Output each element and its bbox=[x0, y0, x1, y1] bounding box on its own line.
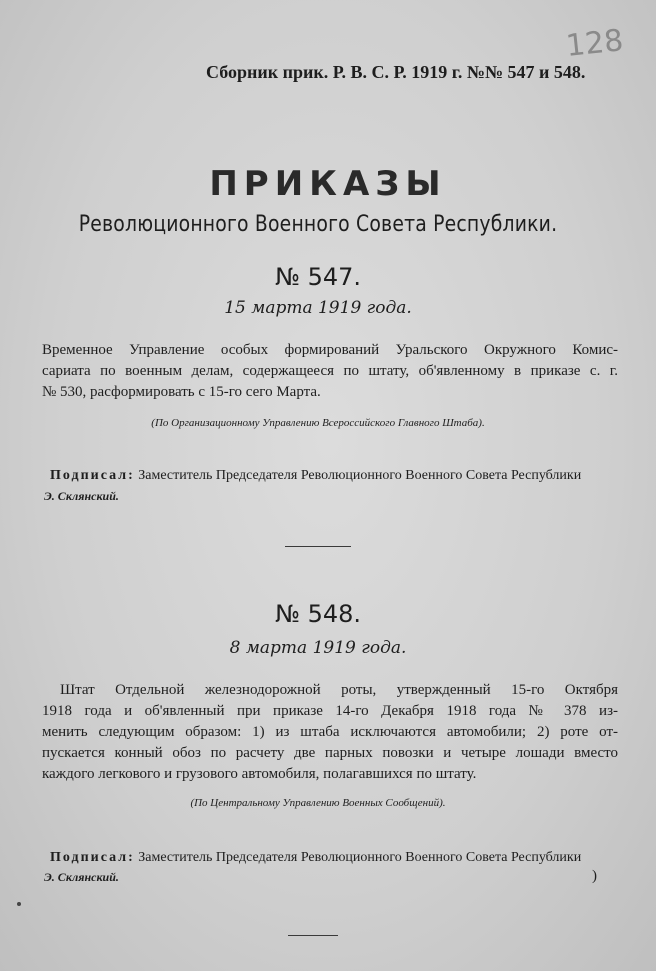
signed-text: Заместитель Председателя Революционного Военного Совета Республики bbox=[138, 850, 582, 865]
order-547-line: № 530, расформировать с 15-го сего Марта. bbox=[42, 384, 321, 400]
running-header: Сборник прик. Р. В. С. Р. 1919 г. №№ 547 и 548. bbox=[206, 62, 586, 82]
order-548-note: (По Центральному Управлению Военных Сообщений). bbox=[190, 797, 446, 809]
order-547-number: № 547. bbox=[274, 263, 362, 291]
order-547-date: 15 марта 1919 года. bbox=[224, 298, 412, 318]
order-547-line: Временное Управление особых формирований Уральского Окружного Комис- bbox=[42, 342, 618, 358]
order-548-line: менить следующим образом: 1) из штаба исключаются автомобили; 2) роте от- bbox=[42, 724, 618, 740]
order-548-number: № 548. bbox=[274, 600, 362, 628]
order-547-signer: Э. Склянский. bbox=[44, 489, 119, 503]
signed-label: Подписал: bbox=[50, 850, 135, 865]
signed-text: Заместитель Председателя Революционного Военного Совета Республики bbox=[138, 468, 582, 483]
separator-rule-bottom bbox=[288, 935, 338, 936]
order-547-body bbox=[42, 340, 618, 403]
ink-speck bbox=[17, 902, 21, 906]
order-548-signer: Э. Склянский. bbox=[44, 870, 119, 884]
order-548-signed bbox=[50, 850, 620, 866]
signed-label: Подписал: bbox=[50, 468, 135, 483]
order-548-date: 8 марта 1919 года. bbox=[229, 638, 407, 658]
order-548-body bbox=[42, 680, 618, 785]
page-subtitle: Революционного Военного Совета Республики. bbox=[78, 212, 558, 237]
order-547-note: (По Организационному Управлению Всероссийского Главного Штаба). bbox=[151, 417, 485, 429]
pencil-page-number: 128 bbox=[564, 23, 625, 64]
stray-mark: ) bbox=[592, 868, 597, 884]
order-548-line: пускается конный обоз по расчету две парных повозки и четыре лошади вместо bbox=[42, 745, 618, 761]
order-548-line: Штат Отдельной железнодорожной роты, утвержденный 15-го Октября bbox=[60, 682, 618, 698]
order-547-signed bbox=[50, 468, 620, 484]
separator-rule bbox=[285, 546, 351, 547]
page-title: ПРИКАЗЫ bbox=[209, 164, 447, 204]
order-548-line: каждого легкового и грузового автомобиля, полагавшихся по штату. bbox=[42, 766, 477, 782]
order-547-line: сариата по военным делам, содержащееся по штату, об'явленному в приказе с. г. bbox=[42, 363, 618, 379]
order-548-line: 1918 года и об'явленный при приказе 14-го Декабря 1918 года № 378 из- bbox=[42, 703, 618, 719]
